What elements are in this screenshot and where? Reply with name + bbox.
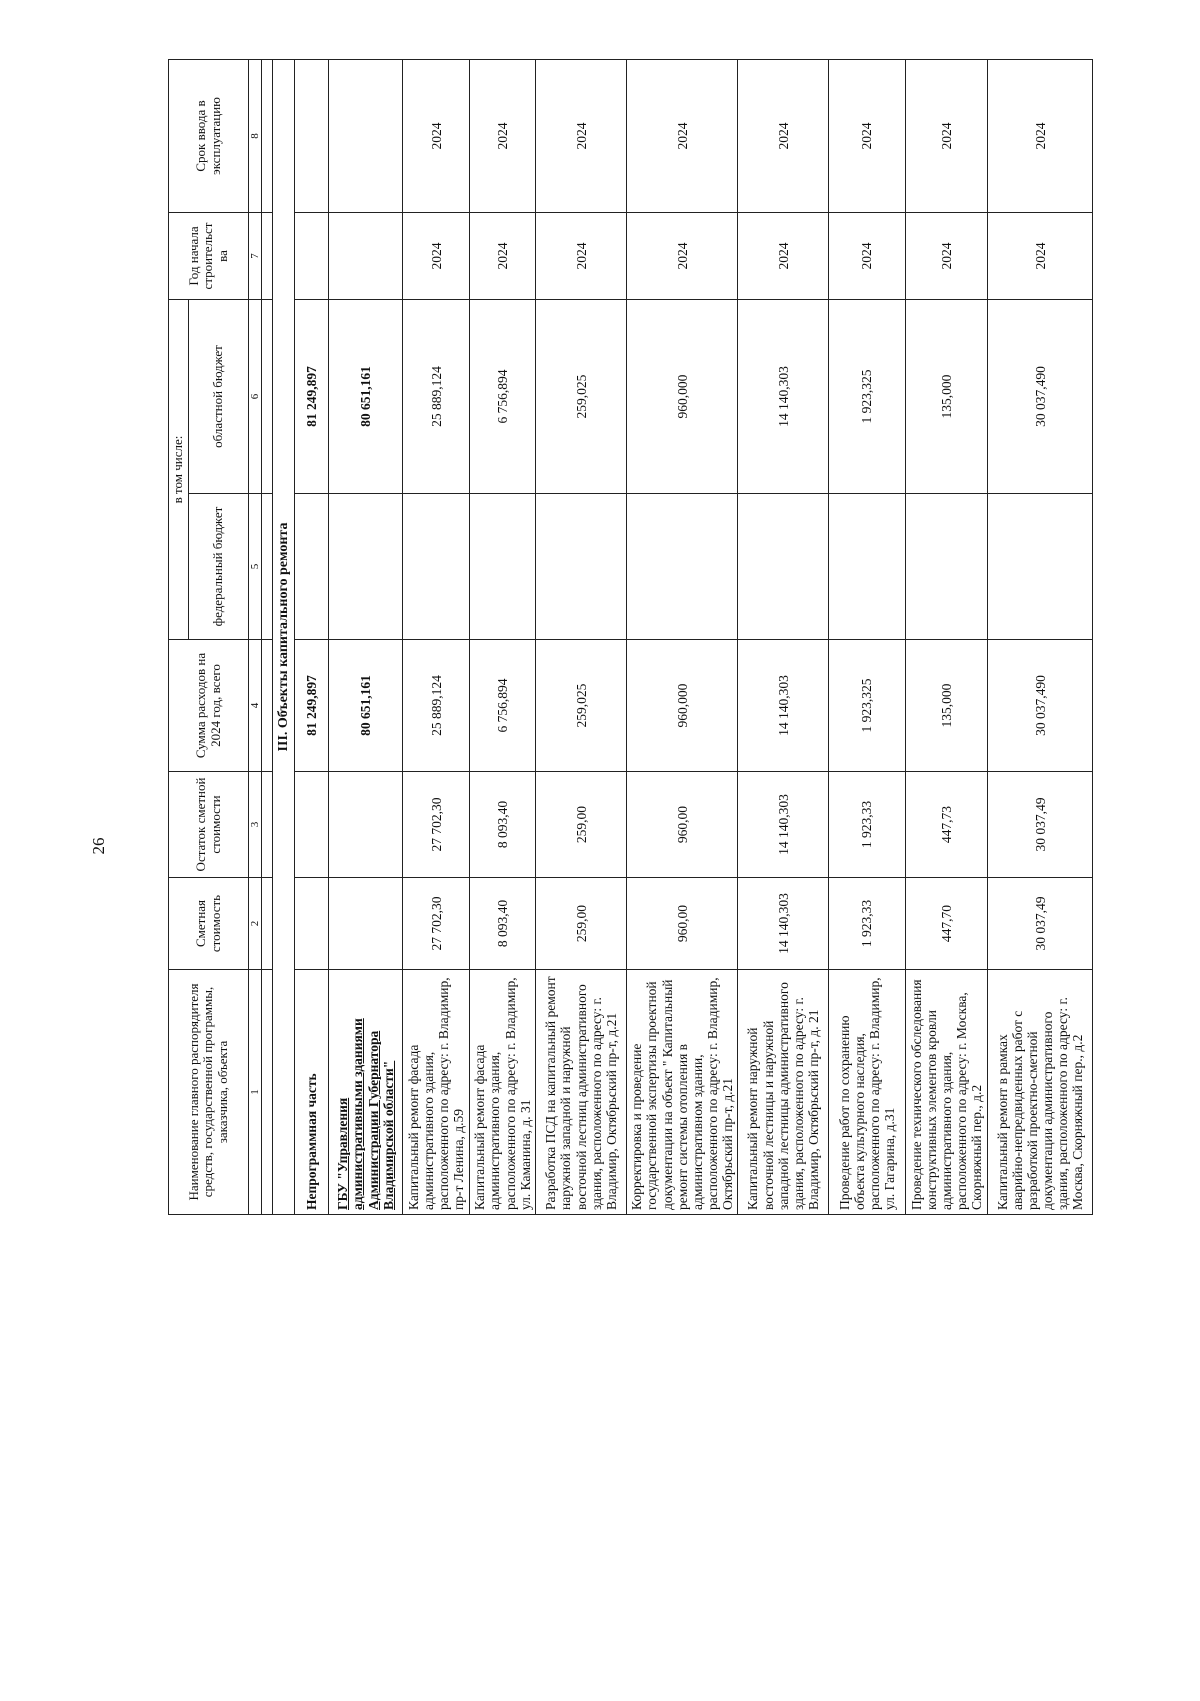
federal-budget [738,494,829,640]
federal-budget [905,494,988,640]
start-year: 2024 [829,212,906,299]
remaining-cost: 30 037,49 [988,772,1093,878]
commission-year: 2024 [536,59,627,212]
regional-budget: 6 756,894 [469,299,535,493]
total-2024: 25 889,124 [403,640,469,772]
object-name: Проведение работ по сохранению объекта культурного наследия, расположенного по адресу: г. Владимир, ул. Гагарина, д.31 [829,970,906,1215]
estimated-cost: 27 702,30 [403,878,469,970]
commission-year: 2024 [905,59,988,212]
object-name: Капитальный ремонт фасада административного здания, расположенного по адресу: г. Владимир, пр-т Ленина, д.59 [403,970,469,1215]
commission-year: 2024 [738,59,829,212]
header-total-2024: Сумма расходов на 2024 год, всего [169,640,249,772]
column-number: 7 [249,212,262,299]
start-year: 2024 [905,212,988,299]
capital-repair-table [168,59,1093,1215]
commission-year: 2024 [829,59,906,212]
summary-regional: 80 651,161 [328,299,403,493]
table-row [626,59,738,1214]
commission-year: 2024 [988,59,1093,212]
header-regional: областной бюджет [189,299,249,493]
summary-total: 81 249,897 [294,640,328,772]
column-number: 3 [249,772,262,878]
federal-budget [988,494,1093,640]
page-number: 26 [89,837,108,855]
federal-budget [626,494,738,640]
section-header-row [273,59,294,1214]
object-name: Разработка ПСД на капитальный ремонт наружной западной и наружной восточной лестниц административного здания, расположенного по адресу: г. Владимир, Октябрьский пр-т, д.21 [536,970,627,1215]
table-row [905,59,988,1214]
estimated-cost: 259,00 [536,878,627,970]
total-2024: 6 756,894 [469,640,535,772]
summary-row [294,59,328,1214]
object-name: Капитальный ремонт в рамках аварийно-непредвиденных работ с разработкой проектно-сметной документации административного здания, расположенного по адресу: г. Москва, Скорняжный пер., д.2 [988,970,1093,1215]
summary-name: Непрограммная часть [294,970,328,1215]
regional-budget: 135,000 [905,299,988,493]
table-row [403,59,469,1214]
total-2024: 135,000 [905,640,988,772]
commission-year: 2024 [469,59,535,212]
regional-budget: 960,000 [626,299,738,493]
table-row [738,59,829,1214]
remaining-cost: 14 140,303 [738,772,829,878]
header-estimated-cost: Сметная стоимость [169,878,249,970]
header-including: в том числе: [169,299,189,639]
federal-budget [469,494,535,640]
header-federal: федеральный бюджет [189,494,249,640]
header-start-year: Год начала строительст ва [169,212,249,299]
total-2024: 960,000 [626,640,738,772]
summary-regional: 81 249,897 [294,299,328,493]
remaining-cost: 960,00 [626,772,738,878]
rotated-table-container [168,60,1093,1215]
total-2024: 259,025 [536,640,627,772]
table-row [988,59,1093,1214]
estimated-cost: 960,00 [626,878,738,970]
object-name: Проведение технического обследования конструктивных элементов кровли административного здания, расположенного по адресу: г. Москва, Скорняжный пер., д.2 [905,970,988,1215]
header-row-top [169,59,189,1214]
remaining-cost: 8 093,40 [469,772,535,878]
object-name: Капитальный ремонт фасада административного здания, расположенного по адресу: г. Владимир, ул. Каманина, д. 31 [469,970,535,1215]
estimated-cost: 447,70 [905,878,988,970]
commission-year: 2024 [403,59,469,212]
total-2024: 14 140,303 [738,640,829,772]
total-2024: 30 037,490 [988,640,1093,772]
remaining-cost: 259,00 [536,772,627,878]
table-row [536,59,627,1214]
object-name: Капитальный ремонт наружной восточной лестницы и наружной западной лестницы административного здания, расположенного по адресу: г. Владимир, Октябрьский пр-т, д. 21 [738,970,829,1215]
remaining-cost: 27 702,30 [403,772,469,878]
remaining-cost: 447,73 [905,772,988,878]
federal-budget [829,494,906,640]
column-number: 5 [249,494,262,640]
estimated-cost: 1 923,33 [829,878,906,970]
regional-budget: 259,025 [536,299,627,493]
regional-budget: 25 889,124 [403,299,469,493]
start-year: 2024 [536,212,627,299]
spacer-row [262,59,273,1214]
object-name: Корректировка и проведение государственной экспертизы проектной документации на объект " Капитальный ремонт системы отопления в административном здании, расположенного по адресу: г. Владимир, Октябрьский пр-т, д.21 [626,970,738,1215]
column-number: 4 [249,640,262,772]
summary-row [328,59,403,1214]
start-year: 2024 [738,212,829,299]
federal-budget [403,494,469,640]
start-year: 2024 [626,212,738,299]
column-number: 1 [249,970,262,1215]
commission-year: 2024 [626,59,738,212]
column-number: 8 [249,59,262,212]
section-title: III. Объекты капитального ремонта [273,59,294,1214]
estimated-cost: 14 140,303 [738,878,829,970]
start-year: 2024 [469,212,535,299]
header-commission-year: Срок ввода в эксплуатацию [169,59,249,212]
header-remaining-cost: Остаток сметной стоимости [169,772,249,878]
header-name: Наименование главного распорядителя средств, государственной программы, заказчика, объекта [169,970,249,1215]
estimated-cost: 8 093,40 [469,878,535,970]
regional-budget: 1 923,325 [829,299,906,493]
regional-budget: 30 037,490 [988,299,1093,493]
table-row [829,59,906,1214]
column-number: 6 [249,299,262,493]
summary-name: ГБУ "Управления административными зданиями Администрации Губернатора Владимирской области" [328,970,403,1215]
total-2024: 1 923,325 [829,640,906,772]
column-number: 2 [249,878,262,970]
estimated-cost: 30 037,49 [988,878,1093,970]
federal-budget [536,494,627,640]
table-row [469,59,535,1214]
column-number-row [249,59,262,1214]
start-year: 2024 [988,212,1093,299]
remaining-cost: 1 923,33 [829,772,906,878]
summary-total: 80 651,161 [328,640,403,772]
regional-budget: 14 140,303 [738,299,829,493]
start-year: 2024 [403,212,469,299]
